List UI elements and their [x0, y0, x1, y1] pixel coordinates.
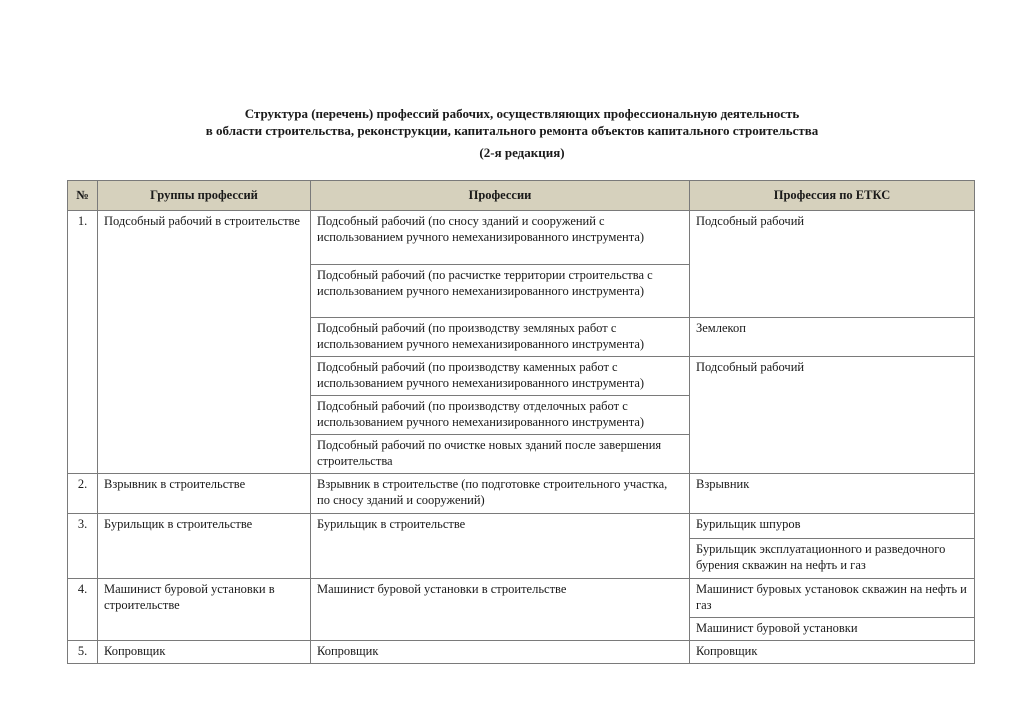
etks-cell: Подсобный рабочий: [690, 211, 975, 318]
table-row: [68, 211, 975, 265]
row-number: 5.: [68, 641, 98, 664]
profession-group: Взрывник в строительстве: [98, 474, 311, 514]
table-row: [68, 579, 975, 618]
header-etks: Профессия по ЕТКС: [690, 181, 975, 211]
profession-cell: Машинист буровой установки в строительстве: [311, 579, 690, 641]
etks-cell: Бурильщик эксплуатационного и разведочного бурения скважин на нефть и газ: [690, 539, 975, 579]
table-row: [68, 474, 975, 514]
profession-cell: Подсобный рабочий по очистке новых зданий после завершения строительства: [311, 435, 690, 474]
profession-group: Подсобный рабочий в строительстве: [98, 211, 311, 474]
etks-cell: Машинист буровой установки: [690, 618, 975, 641]
profession-group: Копровщик: [98, 641, 311, 664]
profession-cell: Бурильщик в строительстве: [311, 514, 690, 579]
profession-cell: Подсобный рабочий (по сносу зданий и сооружений с использованием ручного немеханизированного инструмента): [311, 211, 690, 265]
etks-cell: Машинист буровых установок скважин на нефть и газ: [690, 579, 975, 618]
table-row: [68, 514, 975, 539]
profession-cell: Подсобный рабочий (по производству земляных работ с использованием ручного немеханизированного инструмента): [311, 318, 690, 357]
document-edition: (2-я редакция): [479, 145, 565, 160]
etks-cell: Бурильщик шпуров: [690, 514, 975, 539]
document-title-line-1: Структура (перечень) профессий рабочих, осуществляющих профессиональную деятельность: [244, 106, 800, 121]
profession-cell: Взрывник в строительстве (по подготовке строительного участка, по сносу зданий и сооружений): [311, 474, 690, 514]
etks-cell: Землекоп: [690, 318, 975, 357]
profession-cell: Копровщик: [311, 641, 690, 664]
etks-cell: Подсобный рабочий: [690, 357, 975, 474]
professions-table: [67, 180, 975, 664]
header-number: №: [68, 181, 98, 211]
profession-cell: Подсобный рабочий (по расчистке территории строительства с использованием ручного немеханизированного инструмента): [311, 265, 690, 318]
row-number: 2.: [68, 474, 98, 514]
profession-group: Машинист буровой установки в строительстве: [98, 579, 311, 641]
profession-cell: Подсобный рабочий (по производству отделочных работ с использованием ручного немеханизированного инструмента): [311, 396, 690, 435]
profession-group: Бурильщик в строительстве: [98, 514, 311, 579]
row-number: 4.: [68, 579, 98, 641]
header-groups: Группы профессий: [98, 181, 311, 211]
row-number: 1.: [68, 211, 98, 474]
row-number: 3.: [68, 514, 98, 579]
document-title-line-2: в области строительства, реконструкции, капитального ремонта объектов капитального строительства: [205, 123, 819, 138]
profession-cell: Подсобный рабочий (по производству каменных работ с использованием ручного немеханизированного инструмента): [311, 357, 690, 396]
table-header-row: [68, 181, 975, 211]
etks-cell: Копровщик: [690, 641, 975, 664]
table-row: [68, 641, 975, 664]
etks-cell: Взрывник: [690, 474, 975, 514]
header-professions: Профессии: [311, 181, 690, 211]
